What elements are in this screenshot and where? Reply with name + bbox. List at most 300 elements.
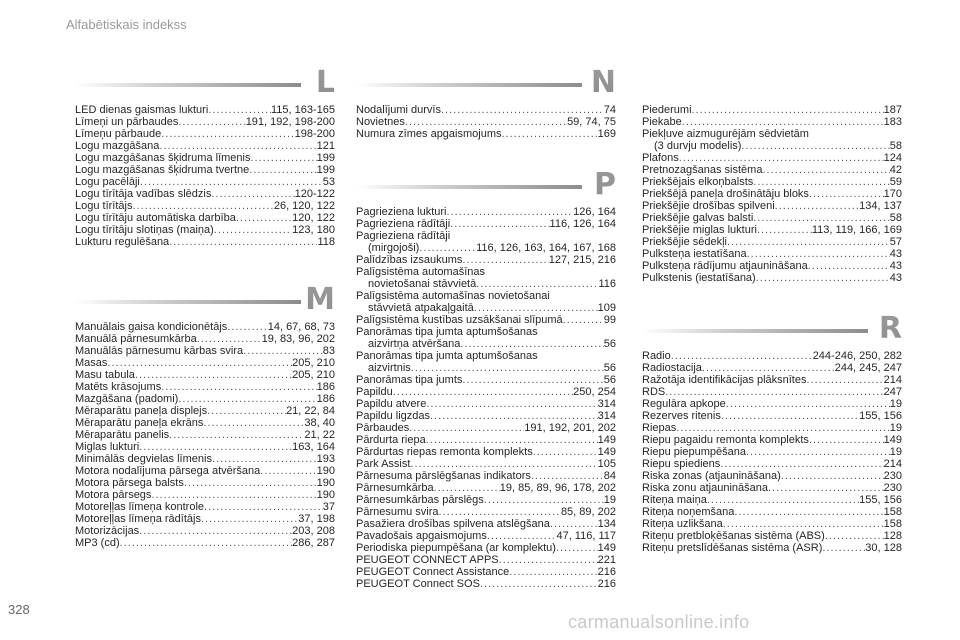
index-entry bbox=[75, 333, 335, 345]
entry-term: Pagrieziena rādītāji bbox=[356, 230, 451, 242]
index-entry bbox=[75, 405, 335, 417]
entry-term: Periodiska piepumpēšana (ar komplektu) bbox=[356, 542, 556, 554]
dot-leader bbox=[480, 578, 598, 590]
entry-term: Riteņa uzlikšana bbox=[642, 518, 723, 530]
dot-leader bbox=[430, 410, 598, 422]
section-divider bbox=[642, 329, 868, 333]
entry-pages: 193 bbox=[316, 453, 335, 465]
section-letter: R bbox=[878, 311, 902, 346]
index-entry bbox=[75, 128, 335, 140]
index-entry bbox=[642, 518, 902, 530]
entry-term: Pulkstenis (iestatīšana) bbox=[642, 272, 756, 284]
index-entry bbox=[642, 386, 902, 398]
entry-pages: 205, 210 bbox=[292, 369, 335, 381]
section-divider bbox=[75, 83, 301, 87]
entry-pages: 57 bbox=[889, 236, 902, 248]
entry-pages: 109 bbox=[597, 302, 616, 314]
index-entry bbox=[356, 434, 616, 446]
entry-term: Motorizācijas bbox=[75, 525, 140, 537]
section-R bbox=[642, 312, 902, 554]
entry-term: Panorāmas tipa jumta aptumšošanas bbox=[356, 326, 538, 338]
entry-pages: 187 bbox=[883, 104, 902, 116]
entry-term: Lukturu regulēšana bbox=[75, 236, 170, 248]
index-entry bbox=[642, 152, 902, 164]
section-M bbox=[75, 283, 335, 549]
entry-term: Pagrieziena rādītāji bbox=[356, 218, 451, 230]
entry-term: Motora pārsegs bbox=[75, 489, 152, 501]
section-letter: M bbox=[305, 282, 335, 317]
dot-leader bbox=[139, 441, 292, 453]
index-entry bbox=[642, 530, 902, 542]
dot-leader bbox=[409, 422, 524, 434]
dot-leader bbox=[808, 260, 890, 272]
dot-leader bbox=[533, 446, 598, 458]
index-entry bbox=[642, 446, 902, 458]
dot-leader bbox=[702, 362, 835, 374]
index-entry bbox=[356, 104, 616, 116]
entry-pages: 155, 156 bbox=[859, 410, 902, 422]
entry-term-continuation: aizvirtnis bbox=[368, 362, 411, 374]
entry-term: Logu tīrītāja vadības slēdzis bbox=[75, 188, 212, 200]
section-letter: P bbox=[594, 167, 616, 202]
dot-leader bbox=[484, 494, 604, 506]
entry-pages: 127, 215, 216 bbox=[548, 254, 616, 266]
dot-leader bbox=[746, 446, 890, 458]
index-list bbox=[75, 321, 335, 549]
dot-leader bbox=[419, 242, 476, 254]
entry-term: Motora pārsega balsts bbox=[75, 477, 184, 489]
index-entry bbox=[642, 116, 902, 128]
entry-pages: 43 bbox=[889, 260, 902, 272]
entry-term: PEUGEOT CONNECT APPS bbox=[356, 554, 499, 566]
index-entry bbox=[75, 489, 335, 501]
index-list bbox=[642, 350, 902, 554]
dot-leader bbox=[207, 405, 286, 417]
entry-pages: 314 bbox=[597, 410, 616, 422]
index-entry bbox=[356, 482, 616, 494]
index-entry bbox=[356, 554, 616, 566]
entry-pages: 37, 198 bbox=[298, 513, 335, 525]
entry-pages: 126, 164 bbox=[573, 206, 616, 218]
entry-term: Logu pacēlāji bbox=[75, 176, 140, 188]
entry-pages: 169 bbox=[597, 128, 616, 140]
dot-leader bbox=[426, 434, 598, 446]
dot-leader bbox=[723, 518, 884, 530]
entry-term: Mēraparātu paneļa ekrāns bbox=[75, 417, 204, 429]
entry-term: Priekšējie sēdekļi bbox=[642, 236, 727, 248]
entry-pages: 198-200 bbox=[294, 128, 335, 140]
index-entry bbox=[642, 128, 902, 152]
entry-term: Pretnozagšanas sistēma bbox=[642, 164, 763, 176]
index-entry bbox=[75, 357, 335, 369]
entry-term: Mēraparātu paneļa displejs bbox=[75, 405, 208, 417]
entry-pages: 191, 192, 198-200 bbox=[245, 116, 335, 128]
entry-term: MP3 (cd) bbox=[75, 537, 120, 549]
entry-pages: 85, 89, 202 bbox=[560, 506, 616, 518]
index-entry bbox=[356, 410, 616, 422]
index-entry bbox=[356, 470, 616, 482]
dot-leader bbox=[462, 374, 603, 386]
entry-pages: 124 bbox=[883, 152, 902, 164]
dot-leader bbox=[434, 482, 500, 494]
entry-pages: 199 bbox=[316, 152, 335, 164]
entry-pages: 158 bbox=[883, 506, 902, 518]
dot-leader bbox=[214, 224, 292, 236]
entry-pages: 42 bbox=[889, 164, 902, 176]
entry-pages: 149 bbox=[597, 446, 616, 458]
entry-pages: 116, 126, 163, 164, 167, 168 bbox=[476, 242, 616, 254]
entry-pages: 216 bbox=[597, 578, 616, 590]
index-entry bbox=[75, 477, 335, 489]
index-entry bbox=[356, 518, 616, 530]
dot-leader bbox=[726, 398, 890, 410]
dot-leader bbox=[556, 542, 598, 554]
index-entry bbox=[356, 116, 616, 128]
entry-term: Pasažiera drošības spilvena atslēgšana bbox=[356, 518, 550, 530]
entry-pages: 38, 40 bbox=[304, 417, 335, 429]
dot-leader bbox=[450, 218, 549, 230]
dot-leader bbox=[757, 224, 812, 236]
entry-pages: 116 bbox=[598, 278, 616, 290]
entry-pages: 134, 137 bbox=[859, 200, 902, 212]
entry-pages: 286, 287 bbox=[292, 537, 335, 549]
section-divider bbox=[75, 300, 301, 304]
entry-term: Plafons bbox=[642, 152, 679, 164]
entry-term: Piekļuve aizmugurējām sēdvietām bbox=[642, 128, 809, 140]
dot-leader bbox=[727, 236, 890, 248]
dot-leader bbox=[676, 422, 890, 434]
entry-pages: 115, 163-165 bbox=[270, 104, 335, 116]
dot-leader bbox=[151, 489, 316, 501]
dot-leader bbox=[211, 188, 294, 200]
dot-leader bbox=[768, 482, 884, 494]
index-entry bbox=[75, 321, 335, 333]
dot-leader bbox=[208, 104, 271, 116]
entry-term: Riepu piepumpēšana bbox=[642, 446, 746, 458]
index-entry bbox=[642, 164, 902, 176]
index-entry bbox=[356, 542, 616, 554]
entry-pages: 37 bbox=[322, 501, 335, 513]
entry-term: Palīgsistēma automašīnas bbox=[356, 266, 486, 278]
entry-pages: 134 bbox=[597, 518, 616, 530]
entry-pages: 56 bbox=[603, 362, 616, 374]
index-entry bbox=[356, 350, 616, 374]
index-entry bbox=[75, 525, 335, 537]
entry-pages: 19 bbox=[889, 446, 902, 458]
index-entry bbox=[75, 429, 335, 441]
entry-term: Priekšējie galvas balsti bbox=[642, 212, 754, 224]
index-entry bbox=[356, 506, 616, 518]
entry-pages: 118 bbox=[317, 236, 335, 248]
entry-line-continued bbox=[356, 338, 616, 350]
entry-term: Piekabe bbox=[642, 116, 682, 128]
index-entry bbox=[356, 206, 616, 218]
entry-pages: 47, 116, 117 bbox=[556, 530, 616, 542]
index-entry bbox=[75, 116, 335, 128]
dot-leader bbox=[178, 393, 316, 405]
entry-term: Mēraparātu panelis bbox=[75, 429, 170, 441]
section-L-heading bbox=[75, 66, 335, 104]
entry-pages: 14, 67, 68, 73 bbox=[267, 321, 335, 333]
entry-pages: 230 bbox=[883, 470, 902, 482]
index-entry bbox=[642, 104, 902, 116]
index-entry bbox=[75, 537, 335, 549]
dot-leader bbox=[781, 470, 884, 482]
entry-pages: 155, 156 bbox=[859, 494, 902, 506]
entry-term: Priekšējie miglas lukturi bbox=[642, 224, 757, 236]
entry-pages: 30, 128 bbox=[865, 542, 902, 554]
index-entry bbox=[75, 441, 335, 453]
entry-term: Riteņa maiņa bbox=[642, 494, 707, 506]
entry-pages: 216 bbox=[597, 566, 616, 578]
index-entry bbox=[356, 230, 616, 254]
entry-term: Līmeņu pārbaude bbox=[75, 128, 162, 140]
index-entry bbox=[75, 176, 335, 188]
entry-term: Palīgsistēma automašīnas novietošanai bbox=[356, 290, 550, 302]
index-entry bbox=[75, 164, 335, 176]
entry-term-continuation: stāvvietā atpakaļgaitā bbox=[368, 302, 474, 314]
dot-leader bbox=[806, 374, 883, 386]
entry-term: Pārnesumkārba bbox=[356, 482, 434, 494]
index-entry bbox=[356, 266, 616, 290]
dot-leader bbox=[462, 254, 548, 266]
entry-term: Masu tabula bbox=[75, 369, 135, 381]
entry-term: Pārnesumkārbas pārslēgs bbox=[356, 494, 484, 506]
dot-leader bbox=[499, 554, 598, 566]
dot-leader bbox=[410, 458, 597, 470]
dot-leader bbox=[707, 494, 859, 506]
entry-term: Radio bbox=[642, 350, 671, 362]
index-entry bbox=[75, 200, 335, 212]
index-entry bbox=[75, 345, 335, 357]
index-entry bbox=[356, 386, 616, 398]
dot-leader bbox=[411, 362, 604, 374]
entry-term: Pulksteņa rādījumu atjaunināšana bbox=[642, 260, 808, 272]
dot-leader bbox=[550, 518, 598, 530]
dot-leader bbox=[135, 369, 292, 381]
entry-pages: 83 bbox=[322, 345, 335, 357]
index-entry bbox=[642, 422, 902, 434]
dot-leader bbox=[487, 530, 557, 542]
dot-leader bbox=[140, 176, 323, 188]
dot-leader bbox=[184, 477, 317, 489]
entry-term: LED dienas gaismas lukturi bbox=[75, 104, 209, 116]
entry-pages: 21, 22, 84 bbox=[286, 405, 335, 417]
index-list bbox=[356, 206, 616, 590]
index-entry bbox=[75, 513, 335, 525]
entry-pages: 205, 210 bbox=[292, 357, 335, 369]
dot-leader bbox=[775, 200, 860, 212]
entry-pages: 183 bbox=[883, 116, 902, 128]
entry-pages: 186 bbox=[316, 393, 335, 405]
dot-leader bbox=[682, 116, 884, 128]
entry-pages: 128 bbox=[883, 530, 902, 542]
index-entry bbox=[75, 224, 335, 236]
entry-term: Logu mazgāšana bbox=[75, 140, 160, 152]
section-P-heading bbox=[356, 168, 616, 206]
dot-leader bbox=[809, 434, 884, 446]
index-entry bbox=[356, 254, 616, 266]
entry-term: Panorāmas tipa jumta aptumšošanas bbox=[356, 350, 538, 362]
index-entry bbox=[642, 248, 902, 260]
entry-term: Matēts krāsojums bbox=[75, 381, 162, 393]
index-entry bbox=[75, 465, 335, 477]
dot-leader bbox=[679, 152, 884, 164]
section-L bbox=[75, 66, 335, 248]
entry-pages: 116, 126, 164 bbox=[549, 218, 616, 230]
index-entry bbox=[75, 140, 335, 152]
dot-leader bbox=[161, 381, 316, 393]
dot-leader bbox=[159, 140, 316, 152]
entry-term: Regulāra apkope bbox=[642, 398, 726, 410]
entry-term-continuation: (3 durvju modelis) bbox=[654, 140, 742, 152]
entry-term: Mazgāšana (padomi) bbox=[75, 393, 179, 405]
entry-pages: 190 bbox=[316, 477, 335, 489]
entry-line-continued bbox=[356, 278, 616, 290]
entry-term: RDS bbox=[642, 386, 666, 398]
entry-pages: 19 bbox=[889, 398, 902, 410]
entry-pages: 170 bbox=[883, 188, 902, 200]
dot-leader bbox=[822, 542, 865, 554]
section-letter: L bbox=[315, 65, 335, 100]
page-number: 328 bbox=[8, 602, 30, 617]
dot-leader bbox=[178, 116, 245, 128]
index-entry bbox=[356, 326, 616, 350]
dot-leader bbox=[447, 206, 574, 218]
entry-pages: 163, 164 bbox=[292, 441, 335, 453]
entry-term: Pagrieziena lukturi bbox=[356, 206, 447, 218]
index-entry bbox=[75, 152, 335, 164]
entry-term: Riteņu pretbloķēšanas sistēma (ABS) bbox=[642, 530, 825, 542]
dot-leader bbox=[692, 104, 884, 116]
page-header-title: Alfabētiskais indekss bbox=[66, 17, 187, 32]
dot-leader bbox=[405, 116, 567, 128]
dot-leader bbox=[426, 398, 597, 410]
index-entry bbox=[642, 362, 902, 374]
index-list bbox=[642, 104, 902, 284]
entry-term: Minimālās degvielas līmenis bbox=[75, 453, 212, 465]
entry-pages: 56 bbox=[603, 374, 616, 386]
dot-leader bbox=[212, 453, 317, 465]
dot-leader bbox=[441, 104, 604, 116]
entry-term: Priekšējais elkoņbalsts bbox=[642, 176, 754, 188]
dot-leader bbox=[665, 386, 883, 398]
entry-pages: 191, 192, 201, 202 bbox=[524, 422, 616, 434]
dot-leader bbox=[762, 164, 889, 176]
entry-term: Pārnesumu svira bbox=[356, 506, 439, 518]
entry-term: Manuālais gaisa kondicionētājs bbox=[75, 321, 228, 333]
entry-pages: 190 bbox=[316, 489, 335, 501]
entry-term: Pārdurtas riepas remonta komplekts bbox=[356, 446, 533, 458]
entry-term: Numura zīmes apgaismojums bbox=[356, 128, 502, 140]
entry-term: Radiostacija bbox=[642, 362, 702, 374]
entry-term: Miglas lukturi bbox=[75, 441, 140, 453]
entry-pages: 250, 254 bbox=[573, 386, 616, 398]
entry-pages: 120, 122 bbox=[292, 212, 335, 224]
dot-leader bbox=[139, 525, 292, 537]
entry-pages: 149 bbox=[883, 434, 902, 446]
dot-leader bbox=[531, 470, 604, 482]
index-entry bbox=[356, 578, 616, 590]
entry-term-continuation: aizvirtņa atvēršana bbox=[368, 338, 461, 350]
entry-pages: 244, 245, 247 bbox=[834, 362, 902, 374]
dot-leader bbox=[720, 458, 883, 470]
dot-leader bbox=[203, 417, 304, 429]
entry-pages: 149 bbox=[597, 434, 616, 446]
entry-term: Panorāmas tipa jumts bbox=[356, 374, 463, 386]
index-entry bbox=[75, 417, 335, 429]
section-letter: N bbox=[590, 65, 616, 100]
section-N-heading bbox=[356, 66, 616, 104]
dot-leader bbox=[249, 164, 316, 176]
dot-leader bbox=[250, 152, 316, 164]
entry-term: Motoreļļas līmeņa rādītājs bbox=[75, 513, 201, 525]
entry-pages: 43 bbox=[889, 272, 902, 284]
index-entry bbox=[356, 494, 616, 506]
index-entry bbox=[356, 218, 616, 230]
entry-term: Priekšējie drošības spilveni bbox=[642, 200, 775, 212]
dot-leader bbox=[563, 314, 604, 326]
dot-leader bbox=[809, 188, 884, 200]
entry-pages: 214 bbox=[883, 458, 902, 470]
entry-term: Motoreļļas līmeņa kontrole bbox=[75, 501, 205, 513]
section-N bbox=[356, 66, 616, 140]
index-entry bbox=[642, 212, 902, 224]
dot-leader bbox=[741, 140, 889, 152]
entry-term: Riteņa noņemšana bbox=[642, 506, 735, 518]
entry-pages: 21, 22 bbox=[304, 429, 335, 441]
entry-term: Pārnesuma pārslēgšanas indikators bbox=[356, 470, 531, 482]
index-entry bbox=[75, 188, 335, 200]
entry-term: Riepas bbox=[642, 422, 677, 434]
dot-leader bbox=[753, 176, 889, 188]
entry-line-continued bbox=[356, 362, 616, 374]
entry-term: Palīgsistēma kustības uzsākšanai slīpumā bbox=[356, 314, 563, 326]
dot-leader bbox=[132, 200, 273, 212]
dot-leader bbox=[439, 506, 561, 518]
index-entry bbox=[75, 369, 335, 381]
dot-leader bbox=[734, 506, 883, 518]
index-entry bbox=[642, 350, 902, 362]
dot-leader bbox=[721, 410, 859, 422]
entry-term: Ražotāja identifikācijas plāksnītes bbox=[642, 374, 807, 386]
entry-line-continued bbox=[356, 242, 616, 254]
entry-pages: 43 bbox=[889, 248, 902, 260]
entry-pages: 149 bbox=[597, 542, 616, 554]
index-list bbox=[75, 104, 335, 248]
entry-pages: 105 bbox=[597, 458, 616, 470]
entry-pages: 19, 83, 96, 202 bbox=[261, 333, 335, 345]
dot-leader bbox=[260, 465, 316, 477]
section-M-heading bbox=[75, 283, 335, 321]
entry-pages: 314 bbox=[597, 398, 616, 410]
entry-term: Logu tīrītāju automātiska darbība bbox=[75, 212, 236, 224]
entry-pages: 19 bbox=[889, 422, 902, 434]
index-entry bbox=[356, 314, 616, 326]
entry-term: Papildu ligzdas bbox=[356, 410, 430, 422]
entry-term: Nodalījumi durvīs bbox=[356, 104, 441, 116]
dot-leader bbox=[756, 272, 890, 284]
index-entry bbox=[642, 374, 902, 386]
entry-term: Logu tīrītāju slotiņas (maiņa) bbox=[75, 224, 214, 236]
dot-leader bbox=[204, 501, 323, 513]
index-entry bbox=[75, 104, 335, 116]
entry-pages: 214 bbox=[883, 374, 902, 386]
index-entry bbox=[642, 458, 902, 470]
entry-term: Logu mazgāšanas šķidruma līmenis bbox=[75, 152, 251, 164]
index-entry bbox=[356, 290, 616, 314]
entry-term: Riteņu pretslīdēšanas sistēma (ASR) bbox=[642, 542, 823, 554]
